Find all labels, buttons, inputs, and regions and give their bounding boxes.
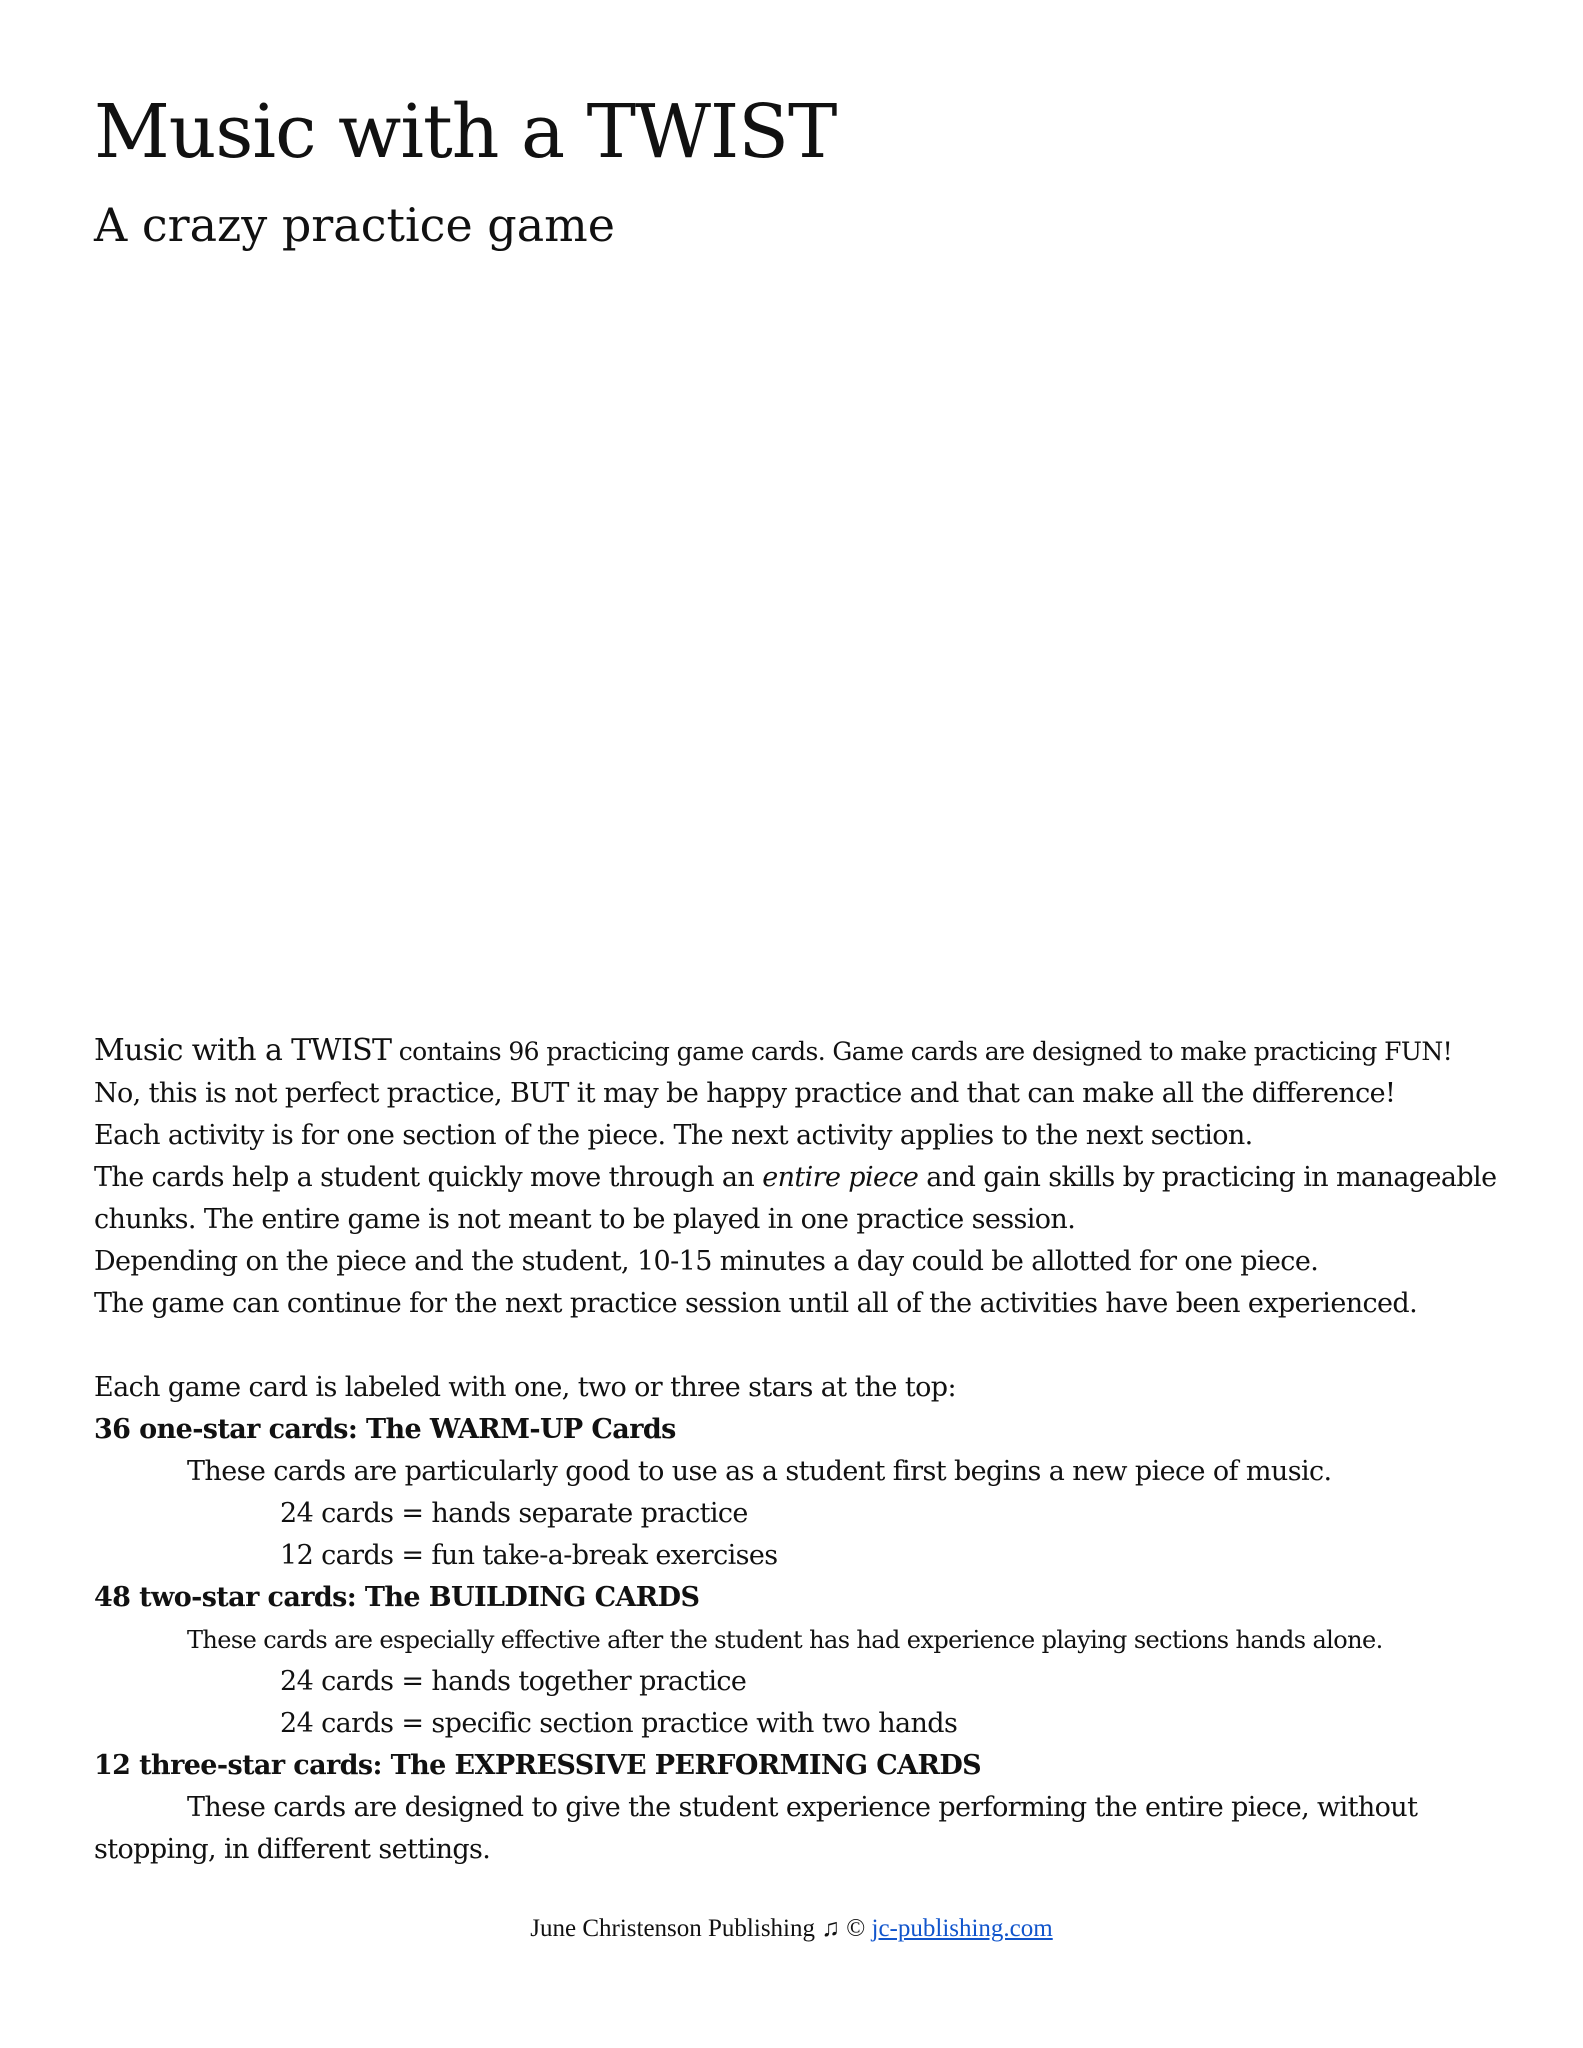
two-star-item: 24 cards = specific section practice with two hands	[280, 1708, 958, 1739]
intro-line-1	[94, 1030, 1534, 1073]
two-star-description: These cards are especially effective after the student has had experience playing sections hands alone.	[187, 1626, 1383, 1654]
intro-line-3: Each activity is for one section of the piece. The next activity applies to the next section.	[94, 1120, 1253, 1151]
one-star-description: These cards are particularly good to use as a student first begins a new piece of music.	[187, 1456, 1332, 1487]
intro-line-5: Depending on the piece and the student, 10-15 minutes a day could be allotted for one piece.	[94, 1246, 1319, 1277]
paragraph-spacer	[94, 1325, 1534, 1367]
publisher-website-link[interactable]: jc-publishing.com	[871, 1915, 1053, 1942]
intro-line-4	[94, 1157, 1534, 1241]
intro-line-6: The game can continue for the next practice session until all of the activities have been experienced.	[94, 1288, 1418, 1319]
intro-line-1-text: contains 96 practicing game cards. Game cards are designed to make practicing FUN!	[391, 1037, 1453, 1066]
page-footer	[0, 1914, 1583, 1944]
two-star-heading: 48 two-star cards: The BUILDING CARDS	[94, 1582, 700, 1613]
document-body	[94, 1030, 1534, 1871]
document-title: Music with a TWIST	[94, 89, 837, 175]
intro-line-4-pre: The cards help a student quickly move through an	[94, 1162, 763, 1193]
three-star-heading: 12 three-star cards: The EXPRESSIVE PERFORMING CARDS	[94, 1750, 982, 1781]
intro-line-4-emphasis: entire piece	[762, 1162, 919, 1193]
intro-lead-title: Music with a TWIST	[94, 1033, 392, 1068]
intro-line-2: No, this is not perfect practice, BUT it may be happy practice and that can make all the difference!	[94, 1078, 1396, 1109]
one-star-item: 24 cards = hands separate practice	[280, 1498, 748, 1529]
one-star-heading: 36 one-star cards: The WARM-UP Cards	[94, 1414, 676, 1445]
two-star-item: 24 cards = hands together practice	[280, 1666, 747, 1697]
three-star-description: These cards are designed to give the student experience performing the entire piece, without stopping, in different settings.	[94, 1792, 1418, 1865]
cards-intro: Each game card is labeled with one, two or three stars at the top:	[94, 1372, 956, 1403]
footer-publisher: June Christenson Publishing ♫ ©	[530, 1915, 872, 1942]
one-star-item: 12 cards = fun take-a-break exercises	[280, 1540, 778, 1571]
document-subtitle: A crazy practice game	[94, 198, 616, 252]
intro-line-4-post: and gain skills by practicing in manageable chunks. The entire game is not meant to be played in one practice session.	[94, 1162, 1497, 1235]
